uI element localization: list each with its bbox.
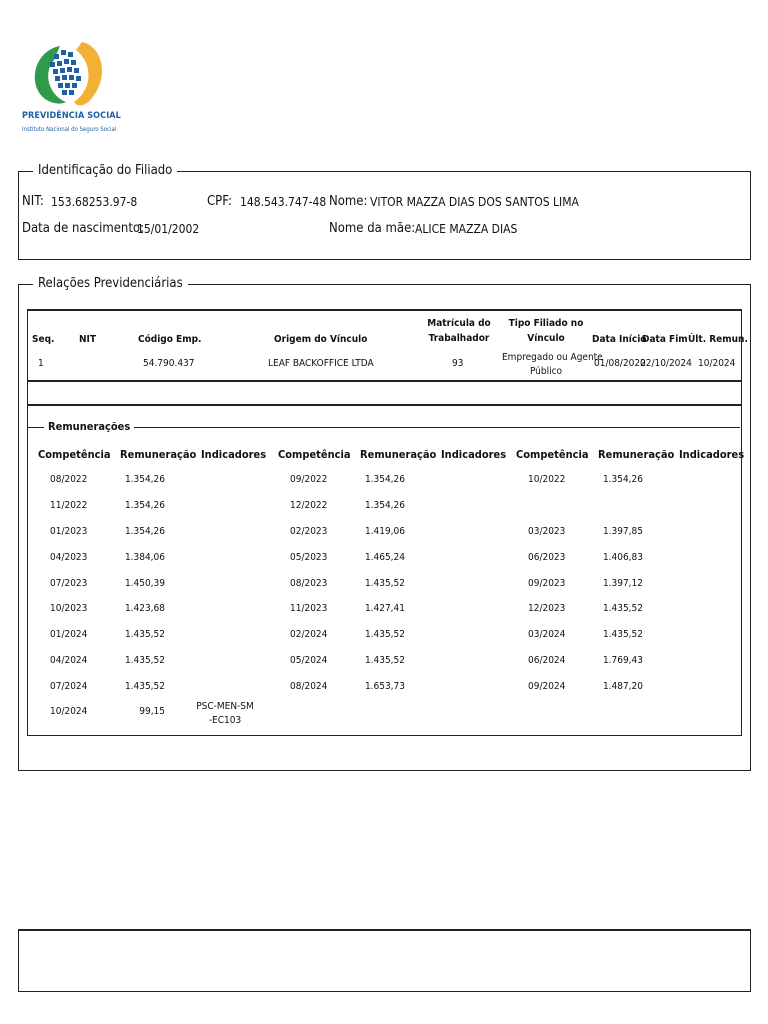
row-origem: LEAF BACKOFFICE LTDA	[268, 358, 374, 369]
nit-value: 153.68253.97-8	[51, 195, 138, 209]
header-indicadores: Indicadores	[201, 448, 267, 461]
remuneracao-cell: 1.406,83	[602, 552, 643, 563]
row-matricula: 93	[452, 358, 464, 369]
header-competencia: Competência	[38, 448, 111, 461]
competencia-cell: 08/2022	[50, 474, 88, 485]
competencia-cell: 05/2024	[290, 655, 328, 666]
row-ult-remun: 10/2024	[698, 358, 736, 369]
nome-label: Nome:	[329, 194, 368, 209]
competencia-cell: 03/2023	[528, 526, 566, 537]
header-competencia: Competência	[278, 448, 351, 461]
remuneracao-cell: 1.354,26	[124, 474, 165, 485]
divider	[27, 380, 741, 382]
header-seq: Seq.	[32, 334, 55, 345]
remuneracao-cell: 1.435,52	[602, 629, 643, 640]
competencia-cell: 08/2023	[290, 578, 328, 589]
competencia-cell: 01/2023	[50, 526, 88, 537]
remuneracao-cell: 1.384,06	[124, 552, 165, 563]
header-ult-remun: Últ. Remun.	[688, 334, 748, 345]
remuneracao-cell: 1.653,73	[364, 681, 405, 692]
competencia-cell: 02/2024	[290, 629, 328, 640]
competencia-cell: 11/2023	[290, 603, 328, 614]
remuneracao-cell: 1.435,52	[364, 655, 405, 666]
header-indicadores: Indicadores	[441, 448, 507, 461]
header-remuneracao: Remuneração	[120, 448, 197, 461]
remuneracao-cell: 1.435,52	[602, 603, 643, 614]
remuneracao-cell: 1.435,52	[124, 629, 165, 640]
nome-value: VITOR MAZZA DIAS DOS SANTOS LIMA	[370, 195, 579, 209]
nit-label: NIT:	[22, 194, 44, 209]
row-tipo: Empregado ou Agente Público	[502, 352, 603, 377]
competencia-cell: 06/2024	[528, 655, 566, 666]
identificacao-box	[18, 171, 751, 260]
indicadores-cell: PSC-MEN-SM-EC103	[196, 701, 254, 726]
header-remuneracao: Remuneração	[360, 448, 437, 461]
remuneracao-cell: 1.354,26	[364, 500, 405, 511]
remuneracoes-legend: Remunerações	[44, 420, 134, 433]
remuneracao-cell: 1.435,52	[124, 655, 165, 666]
cpf-label: CPF:	[207, 194, 232, 209]
competencia-cell: 08/2024	[290, 681, 328, 692]
remuneracoes-line	[28, 427, 740, 428]
remuneracao-cell: 1.397,12	[602, 578, 643, 589]
remuneracao-cell: 1.427,41	[364, 603, 405, 614]
row-data-inicio: 01/08/2022	[594, 358, 646, 369]
remuneracao-cell: 1.354,26	[364, 474, 405, 485]
remuneracao-cell: 1.423,68	[124, 603, 165, 614]
competencia-cell: 01/2024	[50, 629, 88, 640]
competencia-cell: 07/2023	[50, 578, 88, 589]
remuneracao-cell: 1.354,26	[124, 526, 165, 537]
competencia-cell: 05/2023	[290, 552, 328, 563]
header-codigo: Código Emp.	[138, 334, 202, 345]
header-remuneracao: Remuneração	[598, 448, 675, 461]
vinculo-table-frame	[27, 309, 745, 736]
header-origem: Origem do Vínculo	[274, 334, 368, 345]
header-matricula: Matrícula do Trabalhador	[427, 318, 491, 344]
logo-subtitle: Instituto Nacional do Seguro Social	[22, 126, 117, 133]
remuneracao-cell: 1.435,52	[364, 629, 405, 640]
remuneracao-cell: 1.354,26	[124, 500, 165, 511]
competencia-cell: 10/2022	[528, 474, 566, 485]
header-data-inicio: Data Início	[592, 334, 647, 345]
nascimento-value: 15/01/2002	[137, 222, 200, 236]
previdencia-logo	[20, 36, 110, 140]
row-seq: 1	[38, 358, 44, 369]
remuneracao-cell: 1.769,43	[602, 655, 643, 666]
competencia-cell: 10/2023	[50, 603, 88, 614]
remuneracao-cell: 1.419,06	[364, 526, 405, 537]
footer-box	[18, 929, 751, 992]
divider	[27, 404, 741, 406]
header-competencia: Competência	[516, 448, 589, 461]
competencia-cell: 03/2024	[528, 629, 566, 640]
remuneracao-cell: 99,15	[139, 706, 165, 717]
nascimento-label: Data de nascimento:	[22, 221, 145, 236]
header-indicadores: Indicadores	[679, 448, 745, 461]
competencia-cell: 07/2024	[50, 681, 88, 692]
remuneracao-cell: 1.435,52	[124, 681, 165, 692]
mae-value: ALICE MAZZA DIAS	[415, 222, 518, 236]
competencia-cell: 04/2023	[50, 552, 88, 563]
competencia-cell: 02/2023	[290, 526, 328, 537]
remuneracao-cell: 1.465,24	[364, 552, 405, 563]
row-data-fim: 02/10/2024	[640, 358, 692, 369]
competencia-cell: 09/2024	[528, 681, 566, 692]
header-nit: NIT	[79, 334, 97, 345]
row-codigo: 54.790.437	[143, 358, 195, 369]
mae-label: Nome da mãe:	[329, 221, 416, 236]
header-tipo: Tipo Filiado no Vínculo	[508, 318, 584, 344]
remuneracao-cell: 1.435,52	[364, 578, 405, 589]
competencia-cell: 04/2024	[50, 655, 88, 666]
identificacao-legend: Identificação do Filiado	[33, 163, 177, 178]
competencia-cell: 12/2023	[528, 603, 566, 614]
competencia-cell: 12/2022	[290, 500, 328, 511]
competencia-cell: 10/2024	[50, 706, 88, 717]
competencia-cell: 09/2022	[290, 474, 328, 485]
remuneracao-cell: 1.487,20	[602, 681, 643, 692]
competencia-cell: 11/2022	[50, 500, 88, 511]
remuneracao-cell: 1.354,26	[602, 474, 643, 485]
competencia-cell: 06/2023	[528, 552, 566, 563]
header-data-fim: Data Fim	[642, 334, 688, 345]
remuneracao-cell: 1.450,39	[124, 578, 165, 589]
competencia-cell: 09/2023	[528, 578, 566, 589]
cpf-value: 148.543.747-48	[240, 195, 327, 209]
relacoes-legend: Relações Previdenciárias	[33, 276, 188, 291]
logo-title: PREVIDÊNCIA SOCIAL	[22, 111, 121, 121]
remuneracao-cell: 1.397,85	[602, 526, 643, 537]
